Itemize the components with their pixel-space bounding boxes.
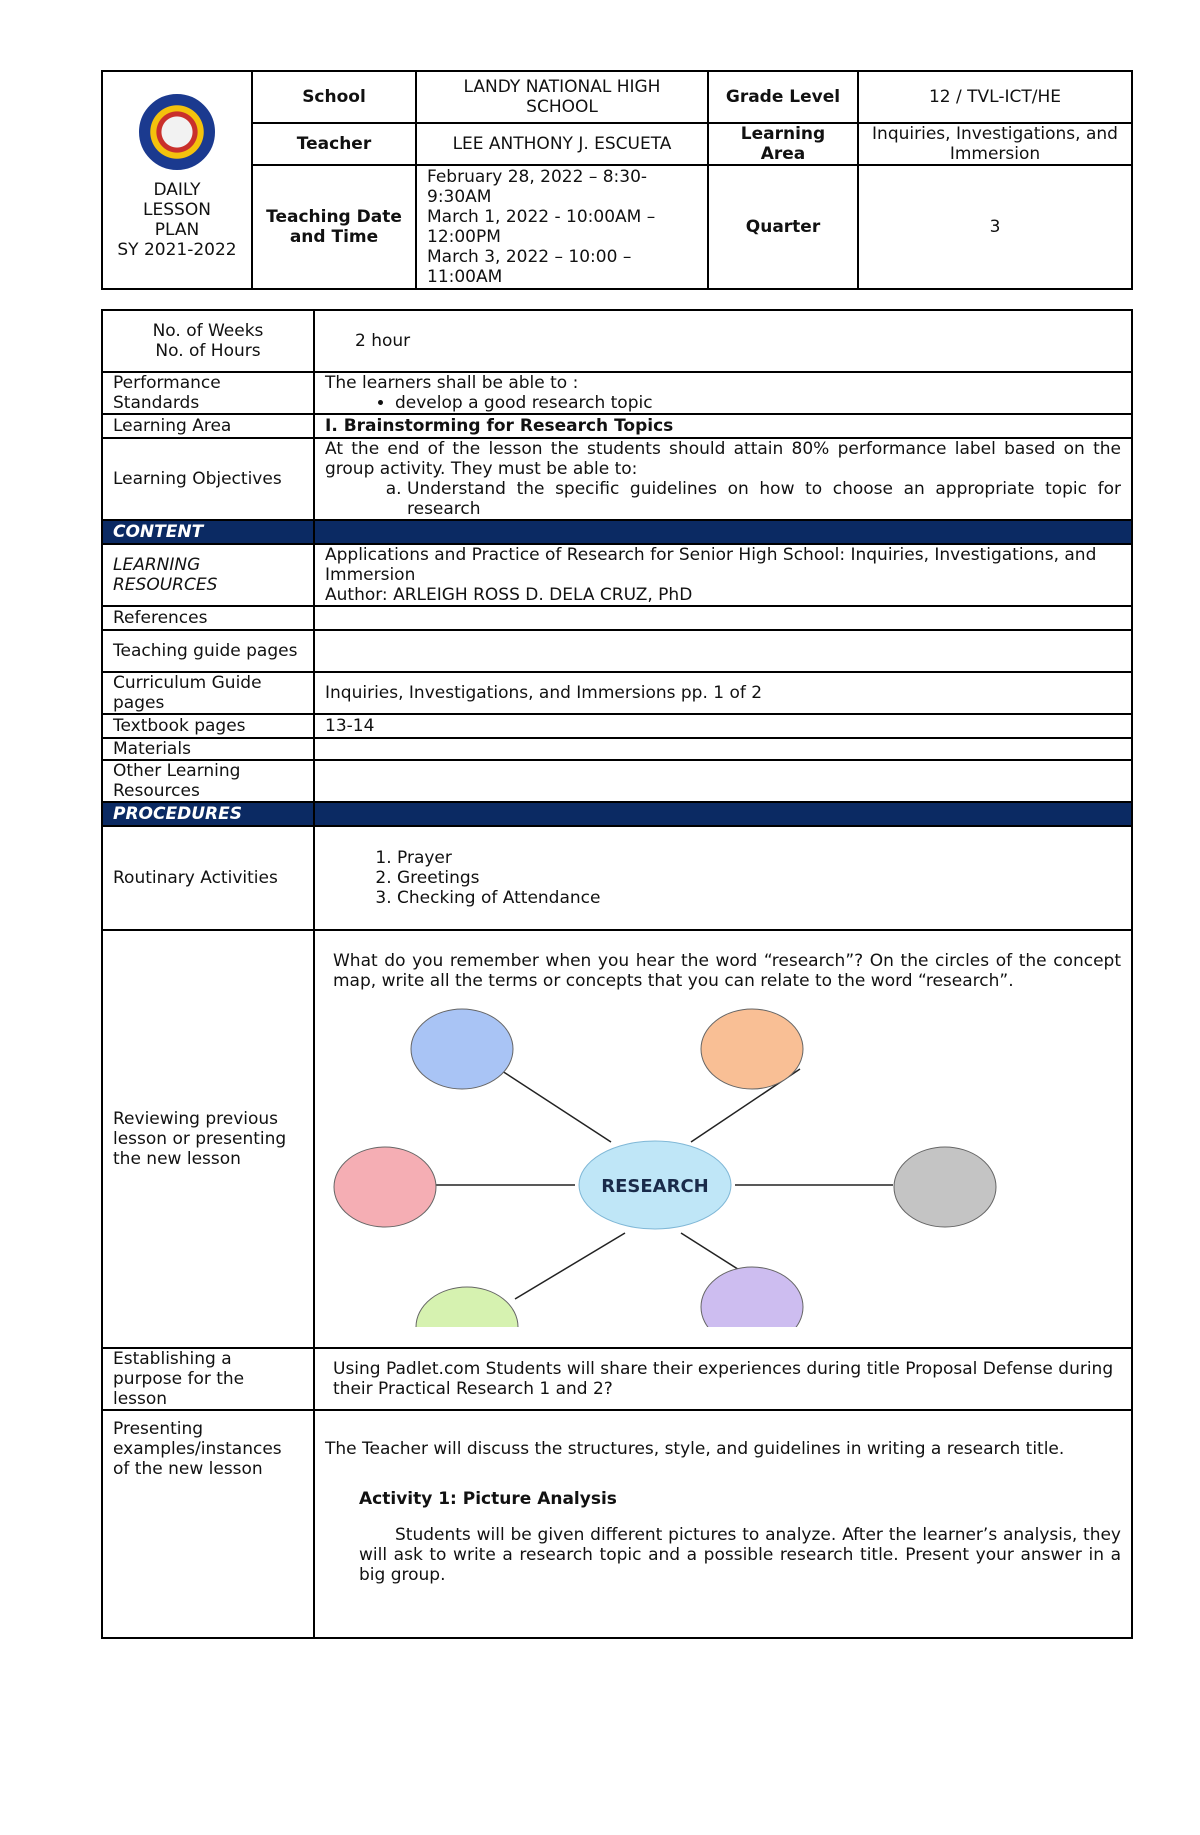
date-value (416, 165, 708, 289)
hours-label-line: No. of Hours (155, 341, 261, 361)
resources-value (314, 544, 1132, 606)
weeks-value: 2 hour (314, 310, 1132, 372)
concept-bubble-purple[interactable] (701, 1267, 803, 1327)
date-line: March 1, 2022 - 10:00AM – 12:00PM (427, 207, 656, 247)
plan-line: LESSON (143, 200, 211, 220)
grade-label: Grade Level (708, 71, 858, 123)
learning-area-value: Inquiries, Investigations, and Immersion (858, 123, 1132, 165)
concept-map (325, 997, 1125, 1327)
curriculum-value: Inquiries, Investigations, and Immersions pp. 1 of 2 (314, 672, 1132, 714)
area-value: I. Brainstorming for Research Topics (314, 414, 1132, 438)
presenting-value (314, 1410, 1132, 1638)
teacher-label: Teacher (252, 123, 416, 165)
presenting-label: Presenting examples/instances of the new lesson (102, 1410, 314, 1638)
content-heading-fill (314, 520, 1132, 544)
establishing-value (314, 1348, 1132, 1410)
routinary-value (314, 826, 1132, 930)
routinary-item: 3. Checking of Attendance (397, 888, 1121, 908)
quarter-value: 3 (858, 165, 1132, 289)
plan-cell (102, 71, 252, 289)
teaching-guide-label: Teaching guide pages (102, 630, 314, 672)
date-label: Teaching Date and Time (252, 165, 416, 289)
concept-bubble-green[interactable] (416, 1287, 518, 1327)
reviewing-text: What do you remember when you hear the word “research”? On the circles of the concept map, write all the terms or concepts that you can relate to the word “research”. (333, 951, 1121, 991)
performance-bullet: • develop a good research topic (395, 393, 1121, 413)
references-label: References (102, 606, 314, 630)
objectives-value (314, 438, 1132, 520)
plan-line: SY 2021-2022 (117, 240, 237, 260)
date-line: February 28, 2022 – 8:30-9:30AM (427, 167, 648, 207)
lesson-table (101, 309, 1133, 1639)
curriculum-label: Curriculum Guide pages (102, 672, 314, 714)
other-resources-value (314, 760, 1132, 802)
plan-line: PLAN (154, 220, 200, 240)
performance-label: Performance Standards (102, 372, 314, 414)
performance-value (314, 372, 1132, 414)
quarter-label: Quarter (708, 165, 858, 289)
header-table (101, 70, 1133, 290)
objectives-item: a. Understand the specific guidelines on how to choose an appropriate topic for research (407, 479, 1121, 519)
school-value: LANDY NATIONAL HIGH SCHOOL (416, 71, 708, 123)
weeks-label-line: No. of Weeks (152, 321, 264, 341)
school-label: School (252, 71, 416, 123)
teacher-value: LEE ANTHONY J. ESCUETA (416, 123, 708, 165)
materials-label: Materials (102, 738, 314, 760)
activity-title: Activity 1: Picture Analysis (359, 1489, 617, 1509)
materials-value (314, 738, 1132, 760)
procedures-heading: PROCEDURES (102, 802, 314, 826)
concept-bubble-orange[interactable] (701, 1009, 803, 1089)
plan-line: DAILY (153, 180, 201, 200)
objectives-label: Learning Objectives (102, 438, 314, 520)
other-resources-label: Other Learning Resources (102, 760, 314, 802)
learning-area-label: Learning Area (708, 123, 858, 165)
school-seal-logo (139, 94, 215, 170)
objectives-intro: At the end of the lesson the students should attain 80% performance label based on the group activity. They must be able to: (325, 439, 1121, 479)
concept-center-label: RESEARCH (601, 1176, 709, 1197)
routinary-item: 1. Prayer (397, 848, 1121, 868)
grade-value: 12 / TVL-ICT/HE (858, 71, 1132, 123)
teaching-guide-value (314, 630, 1132, 672)
weeks-label (102, 310, 314, 372)
reviewing-value (314, 930, 1132, 1348)
area-label: Learning Area (102, 414, 314, 438)
performance-intro: The learners shall be able to : (325, 373, 579, 393)
textbook-label: Textbook pages (102, 714, 314, 738)
references-value (314, 606, 1132, 630)
content-heading: CONTENT (102, 520, 314, 544)
establishing-text: Using Padlet.com Students will share their experiences during title Proposal Defense during their Practical Research 1 and 2? (333, 1359, 1114, 1399)
resources-author: Author: ARLEIGH ROSS D. DELA CRUZ, PhD (325, 585, 693, 605)
presenting-text: The Teacher will discuss the structures, style, and guidelines in writing a research title. (325, 1439, 1065, 1459)
connector-line (499, 1069, 611, 1142)
textbook-value: 13-14 (314, 714, 1132, 738)
concept-bubble-blue[interactable] (411, 1009, 513, 1089)
establishing-label: Establishing a purpose for the lesson (102, 1348, 314, 1410)
activity-text: Students will be given different pictures to analyze. After the learner’s analysis, they will ask to write a research topic and a possible research title. Present your answer in a big group. (359, 1525, 1121, 1585)
concept-bubble-red[interactable] (334, 1147, 436, 1227)
procedures-heading-fill (314, 802, 1132, 826)
resources-title: Applications and Practice of Research for Senior High School: Inquiries, Investigations, and Immersion (325, 545, 1097, 585)
date-line: March 3, 2022 – 10:00 – 11:00AM (427, 247, 632, 287)
routinary-item: 2. Greetings (397, 868, 1121, 888)
resources-label: LEARNING RESOURCES (102, 544, 314, 606)
routinary-label: Routinary Activities (102, 826, 314, 930)
reviewing-label: Reviewing previous lesson or presenting the new lesson (102, 930, 314, 1348)
connector-line (515, 1233, 625, 1299)
concept-bubble-gray[interactable] (894, 1147, 996, 1227)
